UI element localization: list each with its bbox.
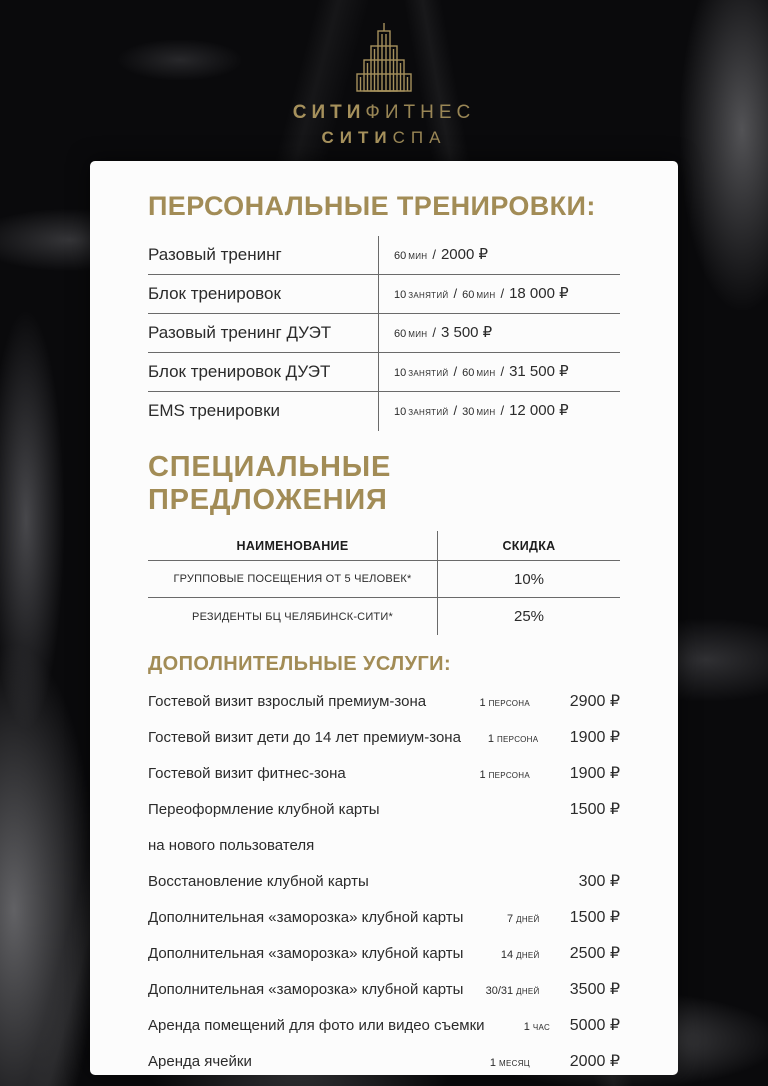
service-price: 1900 ₽ [569, 729, 620, 746]
service-unit [444, 864, 536, 900]
service-unit: 30/31 ДНЕЙ [485, 985, 540, 997]
service-row [148, 720, 620, 756]
personal-trainings-table [148, 236, 620, 431]
service-price: 1500 ₽ [569, 801, 620, 818]
offer-name: РЕЗИДЕНТЫ БЦ ЧЕЛЯБИНСК-СИТИ* [148, 598, 438, 635]
duration-spec: 30 МИН / [462, 402, 509, 419]
building-icon [352, 22, 416, 92]
price-cell [378, 314, 620, 352]
service-row [148, 936, 620, 972]
service-row [148, 756, 620, 792]
service-name: Гостевой визит взрослый премиум-зона [148, 693, 427, 710]
service-price: 2000 ₽ [569, 1053, 620, 1070]
service-row [148, 1044, 620, 1080]
column-header-discount: СКИДКА [438, 531, 620, 561]
service-row [148, 684, 620, 720]
price-cell [378, 353, 620, 391]
service-unit: 1 ПЕРСОНА [487, 733, 539, 745]
service-unit: 14 ДНЕЙ [500, 949, 540, 961]
service-name: Аренда ячейки [148, 1053, 252, 1070]
service-unit: 1 ПЕРСОНА [479, 769, 530, 781]
service-name: Переоформление клубной карты [148, 801, 380, 818]
price: 3 500 ₽ [440, 324, 493, 341]
duration-spec: 60 МИН / [394, 324, 441, 341]
duration-spec: 60 МИН / [394, 246, 441, 263]
price: 31 500 ₽ [509, 363, 569, 380]
personal-trainings-title: ПЕРСОНАЛЬНЫЕ ТРЕНИРОВКИ: [148, 191, 596, 221]
service-name: Аренда помещений для фото или видео съемки [148, 1017, 485, 1034]
service-price [536, 828, 620, 864]
table-row [148, 353, 620, 392]
service-price: 1500 ₽ [569, 909, 620, 926]
service-unit [444, 828, 536, 864]
service-price: 3500 ₽ [569, 981, 620, 998]
service-unit: 1 ПЕРСОНА [479, 697, 530, 709]
table-row [148, 392, 620, 431]
service-name: на нового пользователя [148, 837, 315, 854]
service-unit [444, 792, 536, 828]
service-row [148, 864, 620, 900]
additional-services-list [148, 684, 620, 1080]
service-row [148, 1008, 620, 1044]
price: 12 000 ₽ [509, 402, 569, 419]
service-unit: 7 ДНЕЙ [506, 913, 540, 925]
price-cell [378, 236, 620, 274]
service-row-continuation [148, 828, 620, 864]
service-name: Дополнительная «заморозка» клубной карты [148, 909, 464, 926]
service-name: Дополнительная «заморозка» клубной карты [148, 945, 464, 962]
offer-name: ГРУППОВЫЕ ПОСЕЩЕНИЯ ОТ 5 ЧЕЛОВЕК* [148, 561, 438, 598]
price-cell [378, 392, 620, 431]
column-header-name: НАИМЕНОВАНИЕ [148, 531, 438, 561]
price-card [90, 161, 678, 1075]
special-offers-table [148, 531, 620, 635]
duration-spec: 60 МИН / [462, 363, 509, 380]
service-row [148, 972, 620, 1008]
service-name: Разовый тренинг [148, 245, 282, 264]
price: 2000 ₽ [440, 246, 489, 263]
service-name: EMS тренировки [148, 401, 281, 420]
logo [0, 0, 768, 148]
offer-discount: 10% [438, 561, 620, 598]
price-cell [378, 275, 620, 313]
offer-discount: 25% [513, 608, 545, 625]
brand-line-2 [0, 128, 768, 148]
price: 18 000 ₽ [509, 285, 569, 302]
service-name: Гостевой визит дети до 14 лет премиум-зона [148, 729, 461, 746]
service-name: Разовый тренинг ДУЭТ [148, 323, 332, 342]
brand-city-2: СИТИ [321, 128, 393, 147]
service-name: Гостевой визит фитнес-зона [148, 765, 346, 782]
brand-fitness: ФИТНЕС [365, 102, 476, 123]
brand-city: СИТИ [292, 102, 366, 123]
service-unit: 1 ЧАС [523, 1021, 551, 1033]
service-name: Блок тренировок ДУЭТ [148, 362, 331, 381]
sessions-spec: 10 ЗАНЯТИЙ / [394, 402, 462, 419]
duration-spec: 60 МИН / [462, 285, 509, 302]
sessions-spec: 10 ЗАНЯТИЙ / [394, 285, 462, 302]
special-offers-title: СПЕЦИАЛЬНЫЕ ПРЕДЛОЖЕНИЯ [148, 451, 392, 516]
table-row [148, 314, 620, 353]
service-price: 5000 ₽ [569, 1017, 620, 1034]
brand-spa: СПА [392, 128, 447, 147]
service-row [148, 792, 620, 828]
service-unit: 1 МЕСЯЦ [489, 1057, 530, 1069]
brand-line-1 [0, 102, 768, 124]
table-row [148, 275, 620, 314]
service-price: 2900 ₽ [569, 693, 620, 710]
additional-services-title: ДОПОЛНИТЕЛЬНЫЕ УСЛУГИ: [148, 653, 452, 675]
service-row [148, 900, 620, 936]
service-name: Восстановление клубной карты [148, 873, 369, 890]
service-price: 300 ₽ [578, 873, 620, 890]
service-name: Дополнительная «заморозка» клубной карты [148, 981, 464, 998]
service-price: 2500 ₽ [569, 945, 620, 962]
sessions-spec: 10 ЗАНЯТИЙ / [394, 363, 462, 380]
service-price: 1900 ₽ [569, 765, 620, 782]
table-row [148, 236, 620, 275]
service-name: Блок тренировок [148, 284, 281, 303]
